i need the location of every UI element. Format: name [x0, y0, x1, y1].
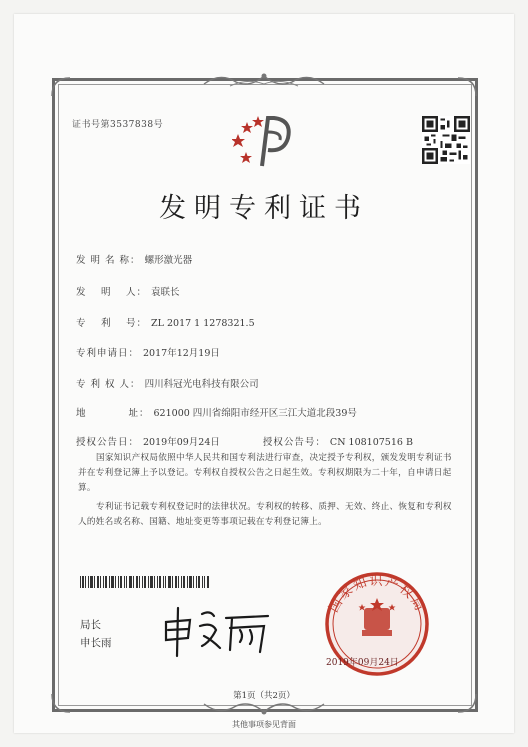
director-title: 局长: [80, 619, 101, 631]
field-address: [76, 405, 357, 419]
field-label: 发 明 人：: [76, 287, 148, 298]
field-announcement: [76, 434, 413, 448]
field-inventor: [76, 284, 180, 298]
field-value: 2019年09月24日: [143, 437, 220, 448]
field-value: 螺形激光器: [144, 255, 193, 266]
field-patentee: [76, 376, 259, 390]
field-label: 专 利 号：: [76, 318, 148, 329]
barcode: [80, 576, 210, 588]
corner-ornament-tl: [50, 76, 72, 98]
field-label: 专 利 权 人：: [76, 379, 141, 390]
patent-office-logo-icon: [232, 112, 294, 170]
field-label: 授权公告日：: [76, 437, 140, 448]
field-patent-number: [76, 315, 255, 329]
seal-text: 国家知识产权局: [326, 574, 428, 616]
top-ornament: [200, 70, 328, 90]
director-name: 申长雨: [80, 637, 112, 649]
field-value: 2017年12月19日: [143, 348, 220, 359]
corner-ornament-tr: [456, 76, 478, 98]
bottom-ornament: [200, 700, 328, 718]
page-number: 第1页（共2页）: [233, 691, 295, 701]
field-label: 发 明 名 称：: [76, 255, 141, 266]
field-value: 四川科冠光电科技有限公司: [144, 379, 259, 390]
certificate-title: 发明专利证书: [159, 193, 369, 224]
field-label: 地 址：: [76, 408, 150, 419]
field-application-date: [76, 345, 220, 359]
seal-date: 2019年09月24日: [326, 658, 399, 668]
field-value: 袁联长: [151, 287, 180, 298]
handwritten-signature: [160, 600, 275, 658]
certificate-number: 证书号第3537838号: [72, 120, 164, 130]
field-value: 621000 四川省绵阳市经开区三江大道北段39号: [153, 408, 357, 419]
field-label: 专利申请日：: [76, 348, 140, 359]
field-value: ZL 2017 1 1278321.5: [151, 318, 255, 329]
field-value: CN 108107516 B: [329, 437, 413, 448]
qr-code: [422, 116, 470, 164]
body-paragraph: 专利证书记载专利权登记时的法律状况。专利权的转移、质押、无效、终止、恢复和专利权人的姓名或名称、国籍、地址变更等事项记载在专利登记簿上。: [78, 502, 452, 527]
field-label: 授权公告号：: [262, 437, 326, 448]
body-paragraph: 国家知识产权局依照中华人民共和国专利法进行审查，决定授予专利权，颁发发明专利证书并在专利登记簿上予以登记。专利权自授权公告之日起生效。专利权期限为二十年，自申请日起算。: [78, 453, 452, 493]
footer-note: 其他事项参见背面: [232, 720, 296, 729]
field-invention-name: [76, 252, 192, 266]
